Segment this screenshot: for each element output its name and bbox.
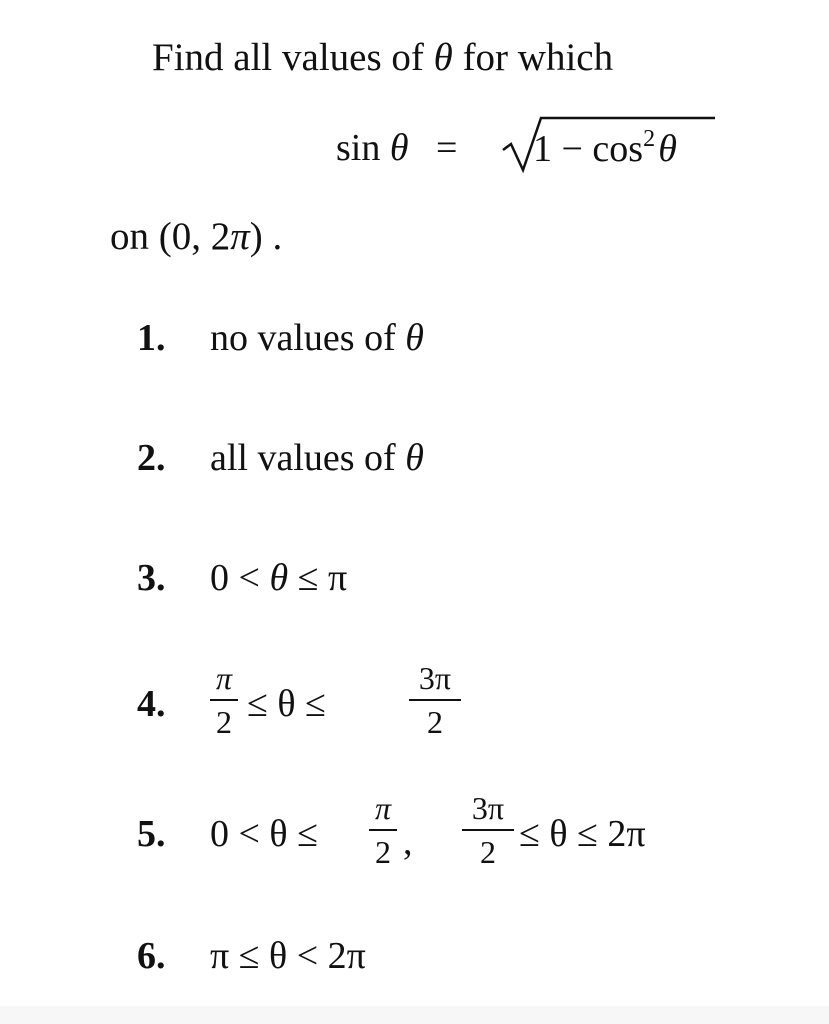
interval-text: [110, 214, 282, 259]
option-text: [210, 436, 424, 480]
option-text-body: no values of: [210, 317, 406, 359]
fraction-3pi-over-2: [462, 790, 514, 870]
fraction-bar: [462, 829, 514, 831]
radicand-text: 1 − cos: [533, 128, 644, 170]
fraction-numerator: π: [374, 790, 392, 826]
option-inequality: ≤ θ ≤: [247, 683, 326, 725]
option-text: [210, 556, 347, 600]
question-prompt: [152, 36, 613, 80]
option-text: [210, 316, 424, 360]
fraction-pi-over-2: [210, 660, 238, 740]
interval-prefix: on (0, 2: [110, 215, 231, 258]
prompt-theta: θ: [433, 36, 453, 79]
radicand-theta: θ: [658, 128, 677, 170]
equals-sign: =: [436, 127, 458, 169]
option-theta: θ: [269, 557, 289, 599]
interval-pi: π: [230, 215, 250, 258]
prompt-text-start: Find all values of: [152, 36, 434, 79]
prompt-text-end: for which: [452, 36, 614, 79]
fraction-3pi-over-2: [409, 660, 461, 740]
fraction-bar: [210, 699, 238, 701]
radicand-exponent: 2: [643, 126, 656, 152]
option-number: 1.: [137, 317, 166, 359]
option-number: 2.: [137, 437, 166, 479]
option-number: 3.: [137, 557, 166, 599]
option-text-end: ≤ π: [288, 557, 348, 599]
fraction-denominator: 2: [375, 834, 391, 870]
option-text-start: 0 <: [210, 557, 270, 599]
fraction-numerator: 3π: [471, 790, 505, 826]
option-text-start: 0 < θ ≤: [210, 813, 318, 855]
option-theta: θ: [405, 437, 424, 479]
sin-function: sin: [336, 127, 390, 169]
fraction-denominator: 2: [427, 704, 443, 740]
option-text-body: all values of: [210, 437, 406, 479]
fraction-pi-over-2: [369, 790, 397, 870]
fraction-numerator: 3π: [418, 660, 452, 696]
bottom-strip: [0, 1006, 829, 1024]
comma: ,: [403, 821, 413, 863]
option-number: 6.: [137, 935, 166, 977]
equation-lhs-theta: θ: [389, 127, 409, 169]
option-text: π ≤ θ < 2π: [210, 935, 366, 977]
radicand: [533, 126, 677, 171]
option-number: 4.: [137, 683, 166, 725]
interval-suffix: ) .: [249, 215, 283, 258]
equation-lhs: [336, 126, 409, 170]
fraction-denominator: 2: [216, 704, 232, 740]
fraction-bar: [369, 829, 397, 831]
option-text-end: ≤ θ ≤ 2π: [519, 813, 646, 855]
option-theta: θ: [405, 317, 424, 359]
fraction-numerator: π: [215, 660, 233, 696]
option-number: 5.: [137, 813, 166, 855]
fraction-bar: [409, 699, 461, 701]
fraction-denominator: 2: [480, 834, 496, 870]
